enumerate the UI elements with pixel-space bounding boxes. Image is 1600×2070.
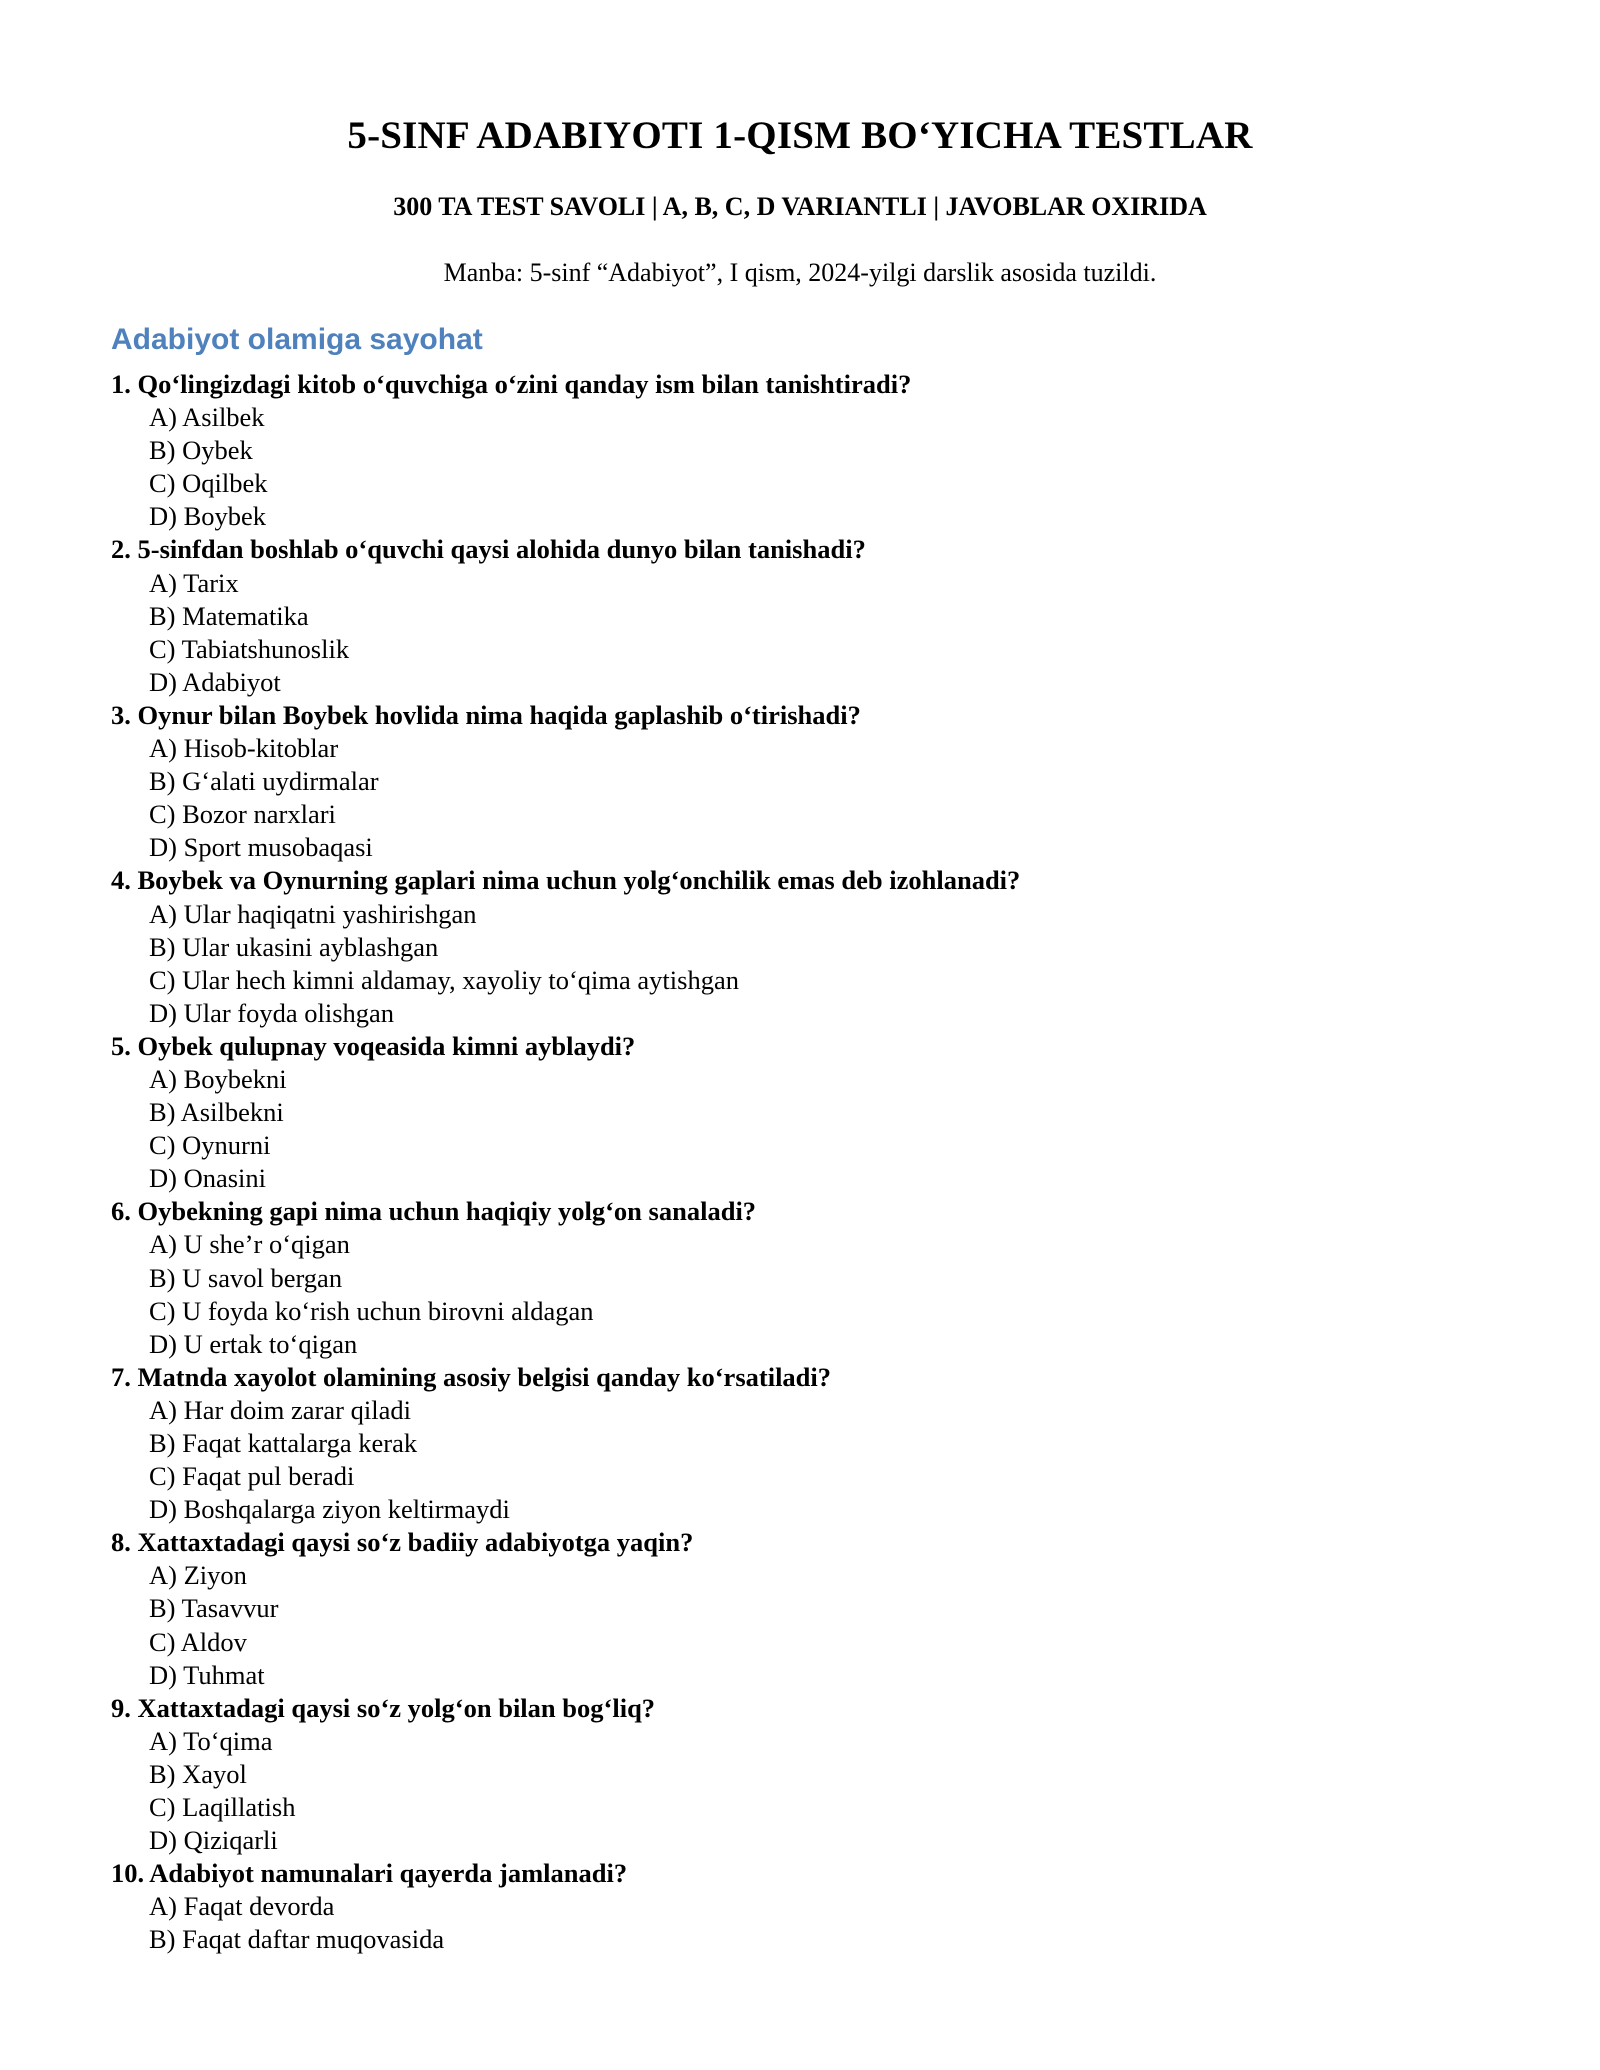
- answer-option: B) Faqat daftar muqovasida: [149, 1924, 445, 1955]
- answer-option: B) U savol bergan: [149, 1262, 343, 1293]
- question-text: 3. Oynur bilan Boybek hovlida nima haqida gaplashib o‘tirishadi?: [111, 699, 861, 730]
- answer-option: A) Asilbek: [149, 402, 265, 433]
- question-block: [111, 368, 1511, 533]
- answer-option: B) Xayol: [149, 1758, 247, 1789]
- question-text: 4. Boybek va Oynurning gaplari nima uchun yolg‘onchilik emas deb izohlanadi?: [111, 865, 1021, 896]
- answer-option: B) Oybek: [149, 435, 253, 466]
- answer-option: A) Tarix: [149, 567, 239, 598]
- answer-option: B) Matematika: [149, 600, 309, 631]
- answer-option: D) U ertak to‘qigan: [149, 1328, 358, 1359]
- answer-option: D) Boshqalarga ziyon keltirmaydi: [149, 1494, 510, 1525]
- question-block: [111, 1692, 1511, 1857]
- question-block: [111, 699, 1511, 864]
- question-block: [111, 1030, 1511, 1195]
- answer-option: D) Adabiyot: [149, 666, 281, 697]
- answer-option: D) Onasini: [149, 1163, 267, 1194]
- answer-option: D) Tuhmat: [149, 1659, 265, 1690]
- answer-option: D) Ular foyda olishgan: [149, 997, 395, 1028]
- answer-option: B) Ular ukasini ayblashgan: [149, 931, 439, 962]
- question-block: [111, 533, 1511, 698]
- document-title: 5-SINF ADABIYOTI 1-QISM BO‘YICHA TESTLAR: [347, 114, 1253, 157]
- question-block: [111, 864, 1511, 1029]
- answer-option: A) Ular haqiqatni yashirishgan: [149, 898, 477, 929]
- question-text: 5. Oybek qulupnay voqeasida kimni ayblaydi?: [111, 1030, 636, 1061]
- source-note: Manba: 5-sinf “Adabiyot”, I qism, 2024-yilgi darslik asosida tuzildi.: [443, 258, 1157, 287]
- answer-option: C) Tabiatshunoslik: [149, 633, 350, 664]
- answer-option: D) Boybek: [149, 501, 267, 532]
- answer-option: B) G‘alati uydirmalar: [149, 766, 379, 797]
- answer-option: D) Qiziqarli: [149, 1825, 278, 1856]
- question-text: 2. 5-sinfdan boshlab o‘quvchi qaysi alohida dunyo bilan tanishadi?: [111, 534, 866, 565]
- question-text: 7. Matnda xayolot olamining asosiy belgisi qanday ko‘rsatiladi?: [111, 1361, 832, 1392]
- answer-option: A) Ziyon: [149, 1560, 247, 1591]
- question-text: 1. Qo‘lingizdagi kitob o‘quvchiga o‘zini qanday ism bilan tanishtiradi?: [111, 369, 912, 399]
- question-block: [111, 1857, 1511, 1956]
- section-heading: Adabiyot olamiga sayohat: [111, 323, 483, 356]
- answer-option: B) Tasavvur: [149, 1593, 279, 1624]
- question-text: 9. Xattaxtadagi qaysi so‘z yolg‘on bilan bog‘liq?: [111, 1692, 656, 1723]
- answer-option: C) Aldov: [149, 1626, 247, 1657]
- answer-option: C) Ular hech kimni aldamay, xayoliy to‘qima aytishgan: [149, 964, 739, 995]
- question-block: [111, 1361, 1511, 1526]
- answer-option: C) Laqillatish: [149, 1792, 296, 1823]
- answer-option: C) Oqilbek: [149, 468, 268, 499]
- answer-option: A) Faqat devorda: [149, 1891, 335, 1922]
- answer-option: C) Oynurni: [149, 1130, 271, 1161]
- question-text: 6. Oybekning gapi nima uchun haqiqiy yolg‘on sanaladi?: [111, 1196, 757, 1227]
- answer-option: B) Faqat kattalarga kerak: [149, 1428, 418, 1458]
- answer-option: A) Boybekni: [149, 1063, 287, 1094]
- question-block: [111, 1195, 1511, 1360]
- question-list: [111, 368, 1511, 1957]
- answer-option: B) Asilbekni: [149, 1097, 284, 1128]
- answer-option: C) U foyda ko‘rish uchun birovni aldagan: [149, 1295, 594, 1326]
- answer-option: A) Hisob-kitoblar: [149, 733, 339, 764]
- answer-option: A) To‘qima: [149, 1725, 273, 1756]
- question-text: 8. Xattaxtadagi qaysi so‘z badiiy adabiyotga yaqin?: [111, 1527, 694, 1558]
- answer-option: A) Har doim zarar qiladi: [149, 1394, 411, 1425]
- document-subtitle: 300 TA TEST SAVOLI | A, B, C, D VARIANTLI | JAVOBLAR OXIRIDA: [393, 192, 1207, 221]
- answer-option: C) Faqat pul beradi: [149, 1461, 355, 1492]
- question-block: [111, 1526, 1511, 1691]
- answer-option: A) U she’r o‘qigan: [149, 1229, 350, 1260]
- answer-option: D) Sport musobaqasi: [149, 832, 373, 863]
- question-text: 10. Adabiyot namunalari qayerda jamlanadi?: [111, 1858, 628, 1889]
- answer-option: C) Bozor narxlari: [149, 799, 336, 830]
